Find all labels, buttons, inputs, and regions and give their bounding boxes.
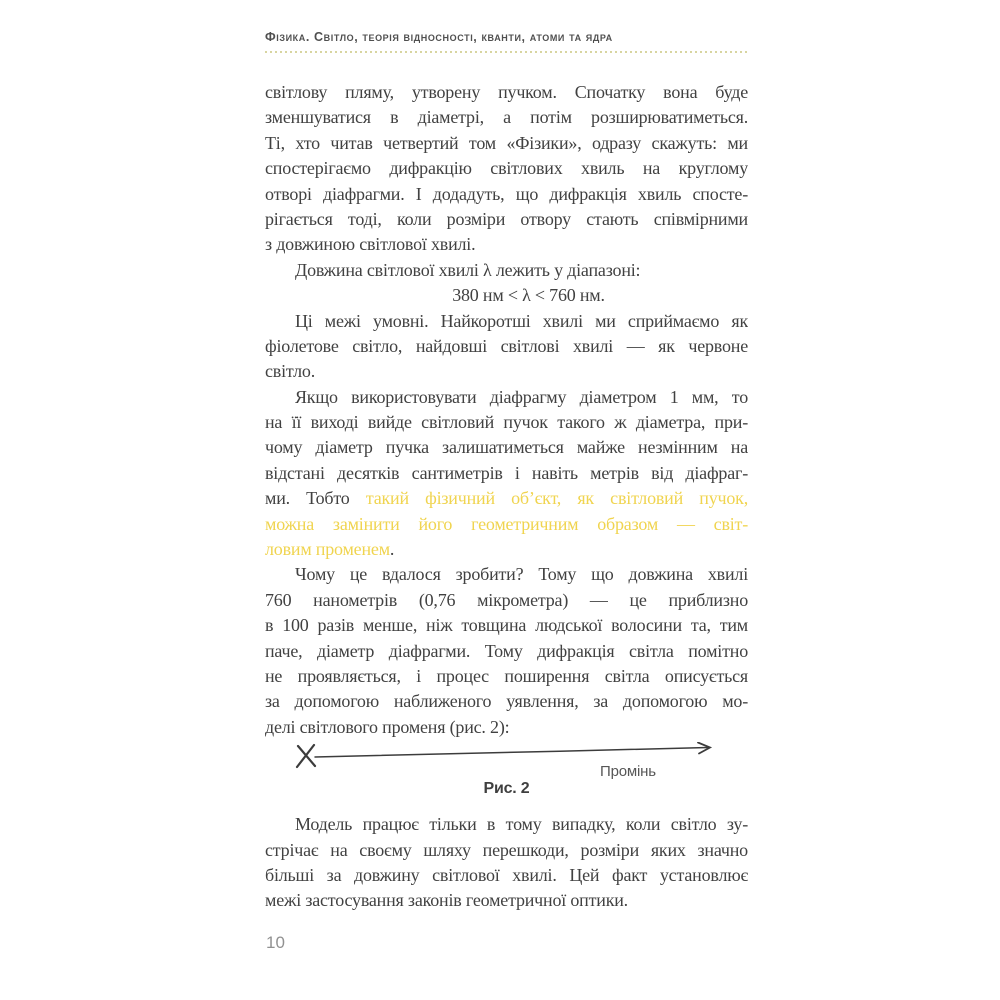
text-segment: . [389, 539, 395, 560]
text-line: в 100 разів менше, ніж товщина людської волосини та, тим [265, 615, 748, 636]
text-segment: ми. Тобто [265, 488, 366, 509]
text-line: отворі діафрагми. І додадуть, що дифракція хвиль спосте- [265, 183, 748, 204]
text-line: делі світлового променя (рис. 2): [265, 716, 510, 737]
body-text [265, 80, 748, 914]
text-line: за допомогою наближеного уявлення, за допомогою мо- [265, 691, 748, 712]
text-line [265, 537, 748, 562]
text-line [265, 486, 748, 511]
paragraph-4 [265, 385, 748, 563]
text-line: світлову пляму, утворену пучком. Спочатку вона буде [265, 82, 748, 102]
text-column [265, 0, 748, 914]
highlighted-text: ловим променем [265, 539, 390, 560]
text-line: стрічає на своєму шляху перешкоди, розміри яких значно [265, 839, 748, 860]
text-line: Довжина світлової хвилі λ лежить у діапазоні: [295, 259, 641, 280]
text-line: Якщо використовувати діафрагму діаметром 1 мм, то [295, 386, 748, 407]
text-line: з довжиною світлової хвилі. [265, 234, 476, 255]
paragraph-6 [265, 812, 748, 914]
text-line: фіолетове світло, найдовші світлові хвилі — як червоне [265, 335, 748, 356]
highlighted-text: можна замінити його геометричним образом — світ- [265, 513, 748, 534]
text-line: рігається тоді, коли розміри отвору стають співмірними [265, 208, 748, 229]
wavelength-formula: 380 нм < λ < 760 нм. [452, 285, 605, 306]
text-line: 760 нанометрів (0,76 мікрометра) — це приблизно [265, 589, 748, 610]
paragraph-2 [265, 258, 748, 283]
text-line: більші за довжину світлової хвилі. Цей факт установлює [265, 864, 748, 885]
ray-arrow-icon [289, 742, 719, 780]
figure-caption: Рис. 2 [483, 780, 530, 798]
text-line: Модель працює тільки в тому випадку, коли світло зу- [295, 814, 748, 835]
paragraph-5 [265, 562, 748, 740]
paragraph-1 [265, 80, 748, 258]
figure-2 [265, 740, 748, 812]
figure-label: Промінь [600, 763, 656, 781]
dotted-divider [265, 51, 748, 53]
page-number: 10 [266, 933, 285, 952]
text-line: відстані десятків сантиметрів і навіть метрів від діафраг- [265, 462, 748, 483]
highlighted-text: такий фізичний об’єкт, як світловий пучок, [365, 488, 748, 509]
text-line [265, 512, 748, 537]
text-line: Ті, хто читав четвертий том «Фізики», одразу скажуть: ми [265, 132, 748, 153]
running-header: Фізика. Світло, теорія відносності, кванти, атоми та ядра [265, 30, 613, 44]
text-line: спостерігаємо дифракцію світлових хвиль на круглому [265, 158, 748, 179]
text-line: межі застосування законів геометричної оптики. [265, 890, 628, 911]
text-line: паче, діаметр діафрагми. Тому дифракція світла помітно [265, 640, 748, 661]
paragraph-3 [265, 309, 748, 385]
text-line: Чому це вдалося зробити? Тому що довжина хвилі [295, 564, 748, 585]
text-line: чому діаметр пучка залишатиметься майже незмінним на [265, 437, 748, 458]
text-line: на її виході вийде світловий пучок такого ж діаметра, при- [265, 412, 748, 433]
text-line: Ці межі умовні. Найкоротші хвилі ми сприймаємо як [295, 310, 748, 331]
text-line: не проявляється, і процес поширення світла описується [265, 665, 748, 686]
text-line: світло. [265, 361, 315, 382]
text-line: зменшуватися в діаметрі, а потім розширюватиметься. [265, 107, 748, 128]
